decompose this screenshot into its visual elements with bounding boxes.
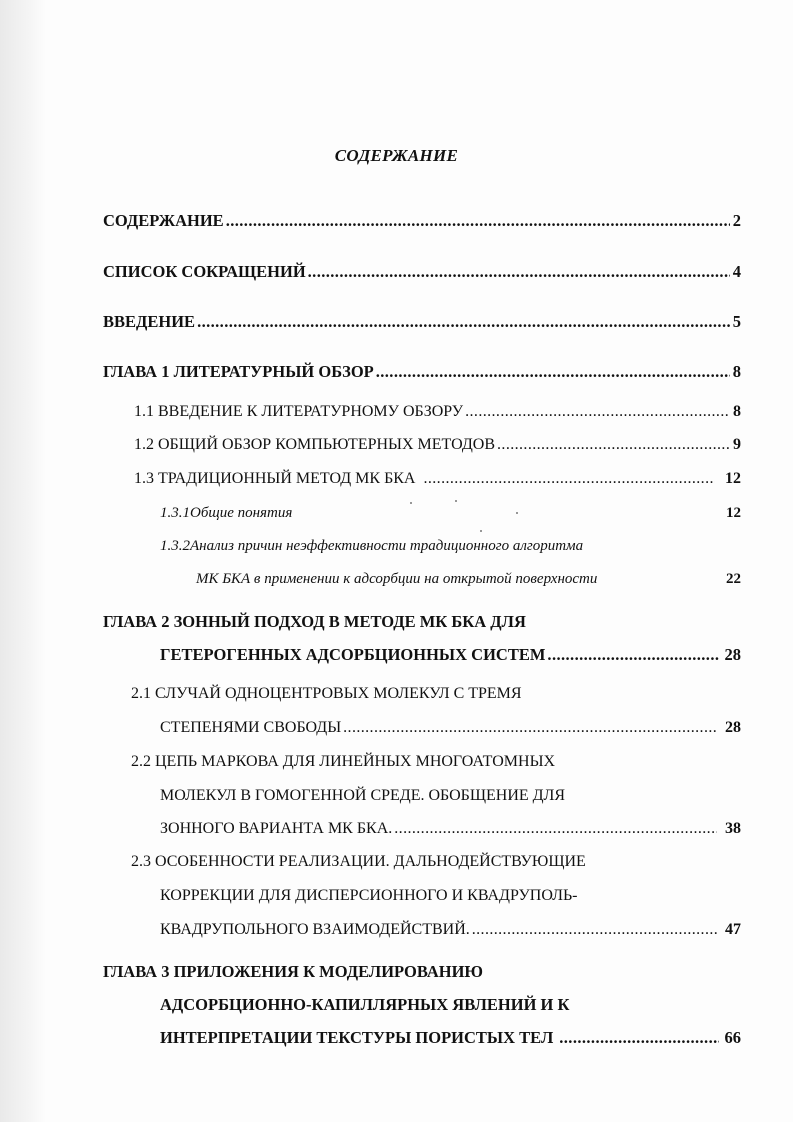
toc-entry-abbreviations[interactable] (103, 262, 741, 282)
toc-page-number: 38 (725, 820, 741, 837)
dot-leader (376, 362, 730, 382)
dot-leader (547, 645, 718, 665)
toc-entry-label: ЗОННОГО ВАРИАНТА МК БКА. (160, 820, 393, 837)
toc-entry-contents[interactable] (103, 211, 741, 231)
toc-page-number: 8 (733, 403, 741, 420)
toc-page-number: 47 (725, 921, 741, 938)
page-title: СОДЕРЖАНИЕ (334, 146, 459, 165)
toc-entry-chapter-2-line-1[interactable]: ГЛАВА 2 ЗОННЫЙ ПОДХОД В МЕТОДЕ МК БКА ДЛЯ (103, 612, 526, 631)
toc-entry-section-2-1[interactable] (160, 719, 741, 737)
toc-entry-label: КВАДРУПОЛЬНОГО ВЗАИМОДЕЙСТВИЙ. (160, 921, 470, 938)
dot-leader (559, 1028, 718, 1048)
toc-entry-label: 1.3 ТРАДИЦИОННЫЙ МЕТОД МК БКА (134, 470, 416, 487)
toc-entry-section-1-1[interactable] (134, 403, 741, 421)
toc-entry-chapter-1[interactable] (103, 362, 741, 382)
toc-entry-chapter-3-line-1[interactable]: ГЛАВА 3 ПРИЛОЖЕНИЯ К МОДЕЛИРОВАНИЮ (103, 962, 483, 981)
toc-page-number: 12 (726, 505, 741, 521)
toc-entry-introduction[interactable] (103, 312, 741, 332)
toc-page-number: 28 (724, 645, 741, 664)
toc-entry-section-2-3[interactable] (160, 921, 741, 939)
toc-entry-section-1-2[interactable] (134, 436, 741, 454)
dot-leader (197, 312, 730, 332)
toc-entry-label: ИНТЕРПРЕТАЦИИ ТЕКСТУРЫ ПОРИСТЫХ ТЕЛ (160, 1028, 554, 1047)
toc-entry-label: СТЕПЕНЯМИ СВОБОДЫ (160, 719, 342, 736)
toc-page-number: 8 (732, 362, 741, 381)
dot-leader (497, 436, 730, 454)
toc-entry-section-2-1-line-1[interactable]: 2.1 СЛУЧАЙ ОДНОЦЕНТРОВЫХ МОЛЕКУЛ С ТРЕМЯ (131, 685, 522, 702)
toc-entry-section-1-3[interactable] (134, 470, 741, 488)
toc-entry-section-2-2-line-2: МОЛЕКУЛ В ГОМОГЕННОЙ СРЕДЕ. ОБОБЩЕНИЕ ДЛЯ (160, 787, 566, 804)
toc-page-number: 28 (725, 719, 741, 736)
dot-leader (423, 470, 715, 488)
toc-entry-label: СПИСОК СОКРАЩЕНИЙ (103, 262, 306, 281)
dot-leader (226, 211, 730, 231)
dot-leader (472, 921, 717, 939)
toc-page-number: 4 (732, 262, 741, 281)
dot-leader (343, 719, 717, 737)
toc-entry-section-2-2-line-1[interactable]: 2.2 ЦЕПЬ МАРКОВА ДЛЯ ЛИНЕЙНЫХ МНОГОАТОМНЫХ (131, 753, 556, 770)
toc-entry-label: 1.3.1Общие понятия (160, 505, 293, 521)
toc-entry-section-1-3-2[interactable] (196, 571, 741, 588)
toc-page-number: 12 (725, 470, 741, 487)
toc-page-number: 2 (732, 211, 741, 230)
toc-entry-label: СОДЕРЖАНИЕ (103, 211, 224, 230)
toc-entry-section-1-3-2-line-1[interactable]: 1.3.2Анализ причин неэффективности традиционного алгоритма (160, 538, 584, 554)
toc-entry-label: 1.1 ВВЕДЕНИЕ К ЛИТЕРАТУРНОМУ ОБЗОРУ (134, 403, 464, 420)
toc-entry-chapter-3-line-2: АДСОРБЦИОННО-КАПИЛЛЯРНЫХ ЯВЛЕНИЙ И К (160, 995, 570, 1014)
toc-page-number: 22 (726, 571, 741, 587)
toc-entry-label: МК БКА в применении к адсорбции на открытой поверхности (196, 571, 598, 587)
toc-entry-label: 1.2 ОБЩИЙ ОБЗОР КОМПЬЮТЕРНЫХ МЕТОДОВ (134, 436, 496, 453)
toc-entry-section-2-3-line-1[interactable]: 2.3 ОСОБЕННОСТИ РЕАЛИЗАЦИИ. ДАЛЬНОДЕЙСТВУЮЩИЕ (131, 853, 586, 870)
toc-entry-chapter-3[interactable] (160, 1028, 741, 1048)
toc-entry-section-2-2[interactable] (160, 820, 741, 838)
toc-page-number: 66 (724, 1028, 741, 1047)
scan-edge-shadow (0, 0, 46, 1122)
dot-leader (308, 262, 730, 282)
toc-entry-label: ГЛАВА 1 ЛИТЕРАТУРНЫЙ ОБЗОР (103, 362, 374, 381)
toc-entry-label: ГЕТЕРОГЕННЫХ АДСОРБЦИОННЫХ СИСТЕМ (160, 645, 546, 664)
toc-entry-section-1-3-1[interactable] (160, 505, 741, 522)
toc-page-number: 9 (733, 436, 741, 453)
dot-leader (394, 820, 717, 838)
toc-entry-section-2-3-line-2: КОРРЕКЦИИ ДЛЯ ДИСПЕРСИОННОГО И КВАДРУПОЛЬ- (160, 887, 578, 904)
toc-entry-label: ВВЕДЕНИЕ (103, 312, 196, 331)
toc-entry-chapter-2[interactable] (160, 645, 741, 665)
toc-page-number: 5 (732, 312, 741, 331)
dot-leader (465, 403, 730, 421)
